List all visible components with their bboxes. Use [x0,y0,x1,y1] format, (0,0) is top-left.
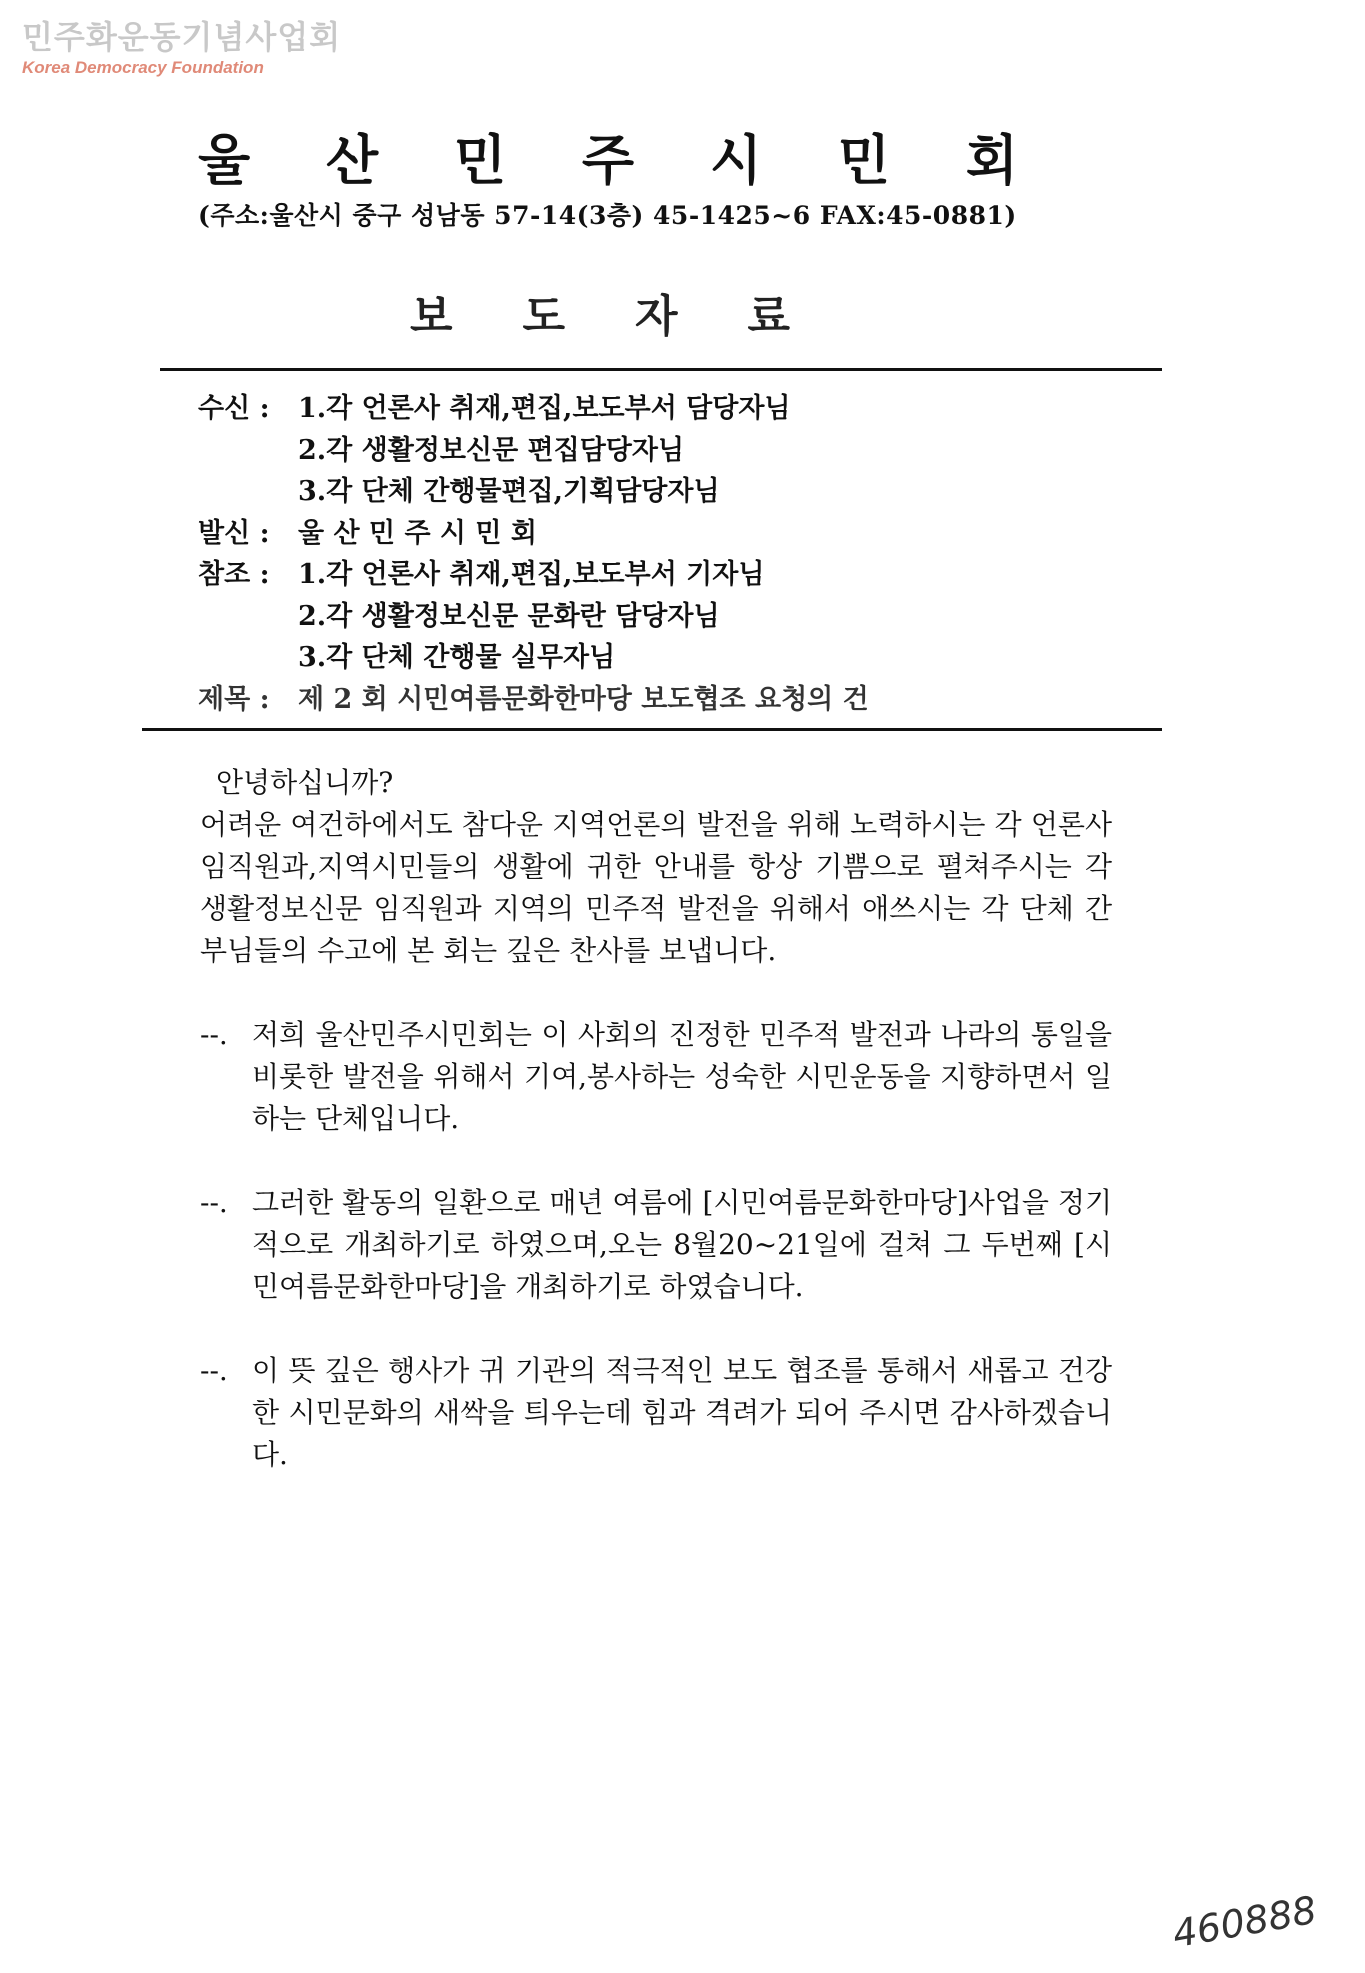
recipient-item: 1.각 언론사 취재,편집,보도부서 담당자님 [298,393,791,424]
org-title-char: 회 [965,129,1018,192]
routing-header [198,388,1148,720]
org-title-char: 시 [709,129,763,192]
recipient-row [198,471,1148,513]
watermark-korean: 민주화운동기념사업회 [22,18,342,56]
doc-type-char: 자 [634,291,678,342]
subject-value: 제 2 회 시민여름문화한마당 보도협조 요청의 건 [298,683,869,715]
item-text: 그러한 활동의 일환으로 매년 여름에 [시민여름문화한마당]사업을 정기적으로 개최하기로 하였으며,오는 8월20~21일에 걸쳐 그 두번째 [시민여름문화한마당]을 개최하기로 하였습니다. [252,1186,1112,1303]
body-item [200,1350,1112,1476]
reference-row [198,554,1148,596]
body-item [200,1014,1112,1140]
recipient-row [198,388,1148,430]
org-title-char: 민 [453,129,507,192]
sender-value: 울 산 민 주 시 민 회 [298,517,537,549]
organization-title [198,118,1018,195]
letter-body [200,762,1112,1476]
body-item [200,1182,1112,1308]
watermark-english: Korea Democracy Foundation [22,58,264,77]
reference-row [198,637,1148,679]
sender-row [198,513,1148,555]
reference-item: 1.각 언론사 취재,편집,보도부서 기자님 [298,559,765,590]
org-title-char: 주 [581,129,635,192]
header-divider-top [160,368,1162,371]
recipient-label: 수신 : [198,393,270,424]
org-title-char: 울 [198,129,251,192]
greeting: 안녕하십니까? [216,766,394,799]
recipient-row [198,430,1148,472]
subject-label: 제목 : [198,683,270,715]
reference-label: 참조 : [198,559,270,590]
foundation-watermark [22,18,341,78]
recipient-item: 3.각 단체 간행물편집,기획담당자님 [298,476,720,507]
doc-type-char: 료 [747,291,790,342]
item-bullet: --. [200,1186,228,1219]
item-text: 저희 울산민주시민회는 이 사회의 진정한 민주적 발전과 나라의 통일을 비롯한 발전을 위해서 기여,봉사하는 성숙한 시민운동을 지향하면서 일하는 단체입니다. [252,1018,1112,1135]
item-bullet: --. [200,1354,228,1387]
reference-row [198,596,1148,638]
reference-item: 2.각 생활정보신문 문화란 담당자님 [298,600,720,632]
doc-type-char: 보 [410,291,453,342]
subject-row [198,679,1148,721]
org-title-char: 산 [325,129,379,192]
organization-address: (주소:울산시 중구 성남동 57-14(3층) 45-1425~6 FAX:45-0881) [198,201,1017,230]
document-type-heading [410,280,790,344]
doc-type-char: 도 [522,291,565,342]
reference-item: 3.각 단체 간행물 실무자님 [298,642,616,673]
sender-label: 발신 : [198,517,270,549]
header-divider-bottom [142,728,1162,731]
intro-paragraph: 어려운 여건하에서도 참다운 지역언론의 발전을 위해 노력하시는 각 언론사 임직원과,지역시민들의 생활에 귀한 안내를 항상 기쁨으로 펼쳐주시는 각 생활정보신문 임직원과 지역의 민주적 발전을 위해서 애쓰시는 각 단체 간부님들의 수고에 본 회는 깊은 찬사를 보냅니다. [200,808,1113,967]
org-title-char: 민 [837,129,891,192]
recipient-item: 2.각 생활정보신문 편집담당자님 [298,434,685,466]
item-bullet: --. [200,1018,228,1051]
item-text: 이 뜻 깊은 행사가 귀 기관의 적극적인 보도 협조를 통해서 새롭고 건강한 시민문화의 새싹을 틔우는데 힘과 격려가 되어 주시면 감사하겠습니다. [252,1354,1112,1471]
archive-number: 460888 [1169,1887,1320,1957]
